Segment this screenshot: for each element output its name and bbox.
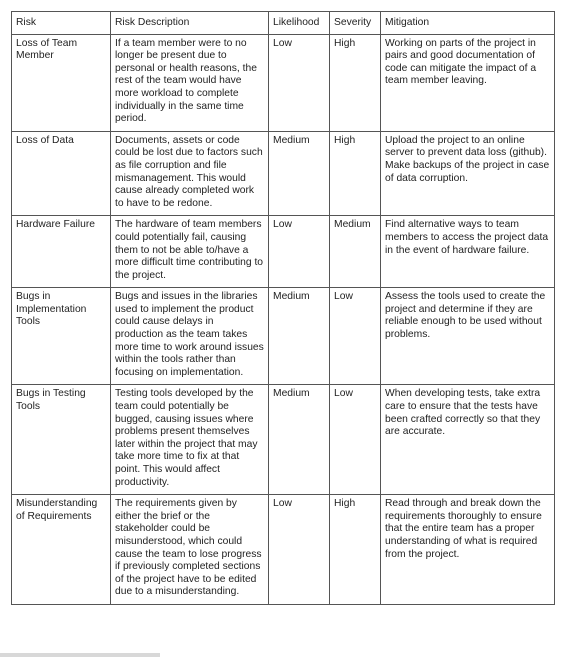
likelihood-cell: Medium [269, 131, 330, 216]
description-cell: Documents, assets or code could be lost due to factors such as file corruption and file mismanagement. This would cause already completed work to have to be redone. [111, 131, 269, 216]
risk-cell: Loss of Team Member [12, 34, 111, 131]
severity-cell: High [330, 131, 381, 216]
description-cell: If a team member were to no longer be present due to personal or health reasons, the rest of the team would have more workload to complete individually in the same time period. [111, 34, 269, 131]
table-header-row [12, 12, 555, 35]
table-row [12, 288, 555, 385]
table-row [12, 385, 555, 495]
description-cell: The requirements given by either the brief or the stakeholder could be misunderstood, which could cause the team to lose progress if previously completed sections of the project have to be edited due to a misunderstanding. [111, 495, 269, 605]
header-risk: Risk [12, 12, 111, 35]
description-cell: Bugs and issues in the libraries used to implement the product could cause delays in production as the team takes more time to work around issues within the tools rather than focusing on implementation. [111, 288, 269, 385]
table-row [12, 495, 555, 605]
mitigation-cell: Read through and break down the requirements thoroughly to ensure that the entire team has a proper understanding of what is required from the project. [381, 495, 555, 605]
risk-cell: Misunderstanding of Requirements [12, 495, 111, 605]
mitigation-cell: Working on parts of the project in pairs and good documentation of code can mitigate the impact of a team member leaving. [381, 34, 555, 131]
mitigation-cell: Upload the project to an online server to prevent data loss (github). Make backups of the project in case of data corruption. [381, 131, 555, 216]
risk-cell: Bugs in Implementation Tools [12, 288, 111, 385]
severity-cell: Low [330, 288, 381, 385]
risk-cell: Hardware Failure [12, 216, 111, 288]
likelihood-cell: Low [269, 216, 330, 288]
horizontal-scrollbar[interactable] [0, 653, 160, 657]
table-row [12, 34, 555, 131]
header-risk-description: Risk Description [111, 12, 269, 35]
mitigation-cell: Assess the tools used to create the project and determine if they are reliable enough to be used without problems. [381, 288, 555, 385]
likelihood-cell: Low [269, 34, 330, 131]
likelihood-cell: Medium [269, 385, 330, 495]
mitigation-cell: When developing tests, take extra care to ensure that the tests have been crafted correctly so that they are accurate. [381, 385, 555, 495]
severity-cell: Low [330, 385, 381, 495]
description-cell: Testing tools developed by the team could potentially be bugged, causing issues where problems present themselves later within the project that may take more time to fix at that point. This would affect productivity. [111, 385, 269, 495]
header-mitigation: Mitigation [381, 12, 555, 35]
risk-table [11, 11, 555, 605]
severity-cell: High [330, 495, 381, 605]
likelihood-cell: Medium [269, 288, 330, 385]
table-row [12, 131, 555, 216]
likelihood-cell: Low [269, 495, 330, 605]
header-severity: Severity [330, 12, 381, 35]
severity-cell: Medium [330, 216, 381, 288]
table-row [12, 216, 555, 288]
risk-cell: Loss of Data [12, 131, 111, 216]
mitigation-cell: Find alternative ways to team members to access the project data in the event of hardware failure. [381, 216, 555, 288]
severity-cell: High [330, 34, 381, 131]
description-cell: The hardware of team members could potentially fail, causing them to not be able to/have a more difficult time contributing to the project. [111, 216, 269, 288]
header-likelihood: Likelihood [269, 12, 330, 35]
risk-cell: Bugs in Testing Tools [12, 385, 111, 495]
